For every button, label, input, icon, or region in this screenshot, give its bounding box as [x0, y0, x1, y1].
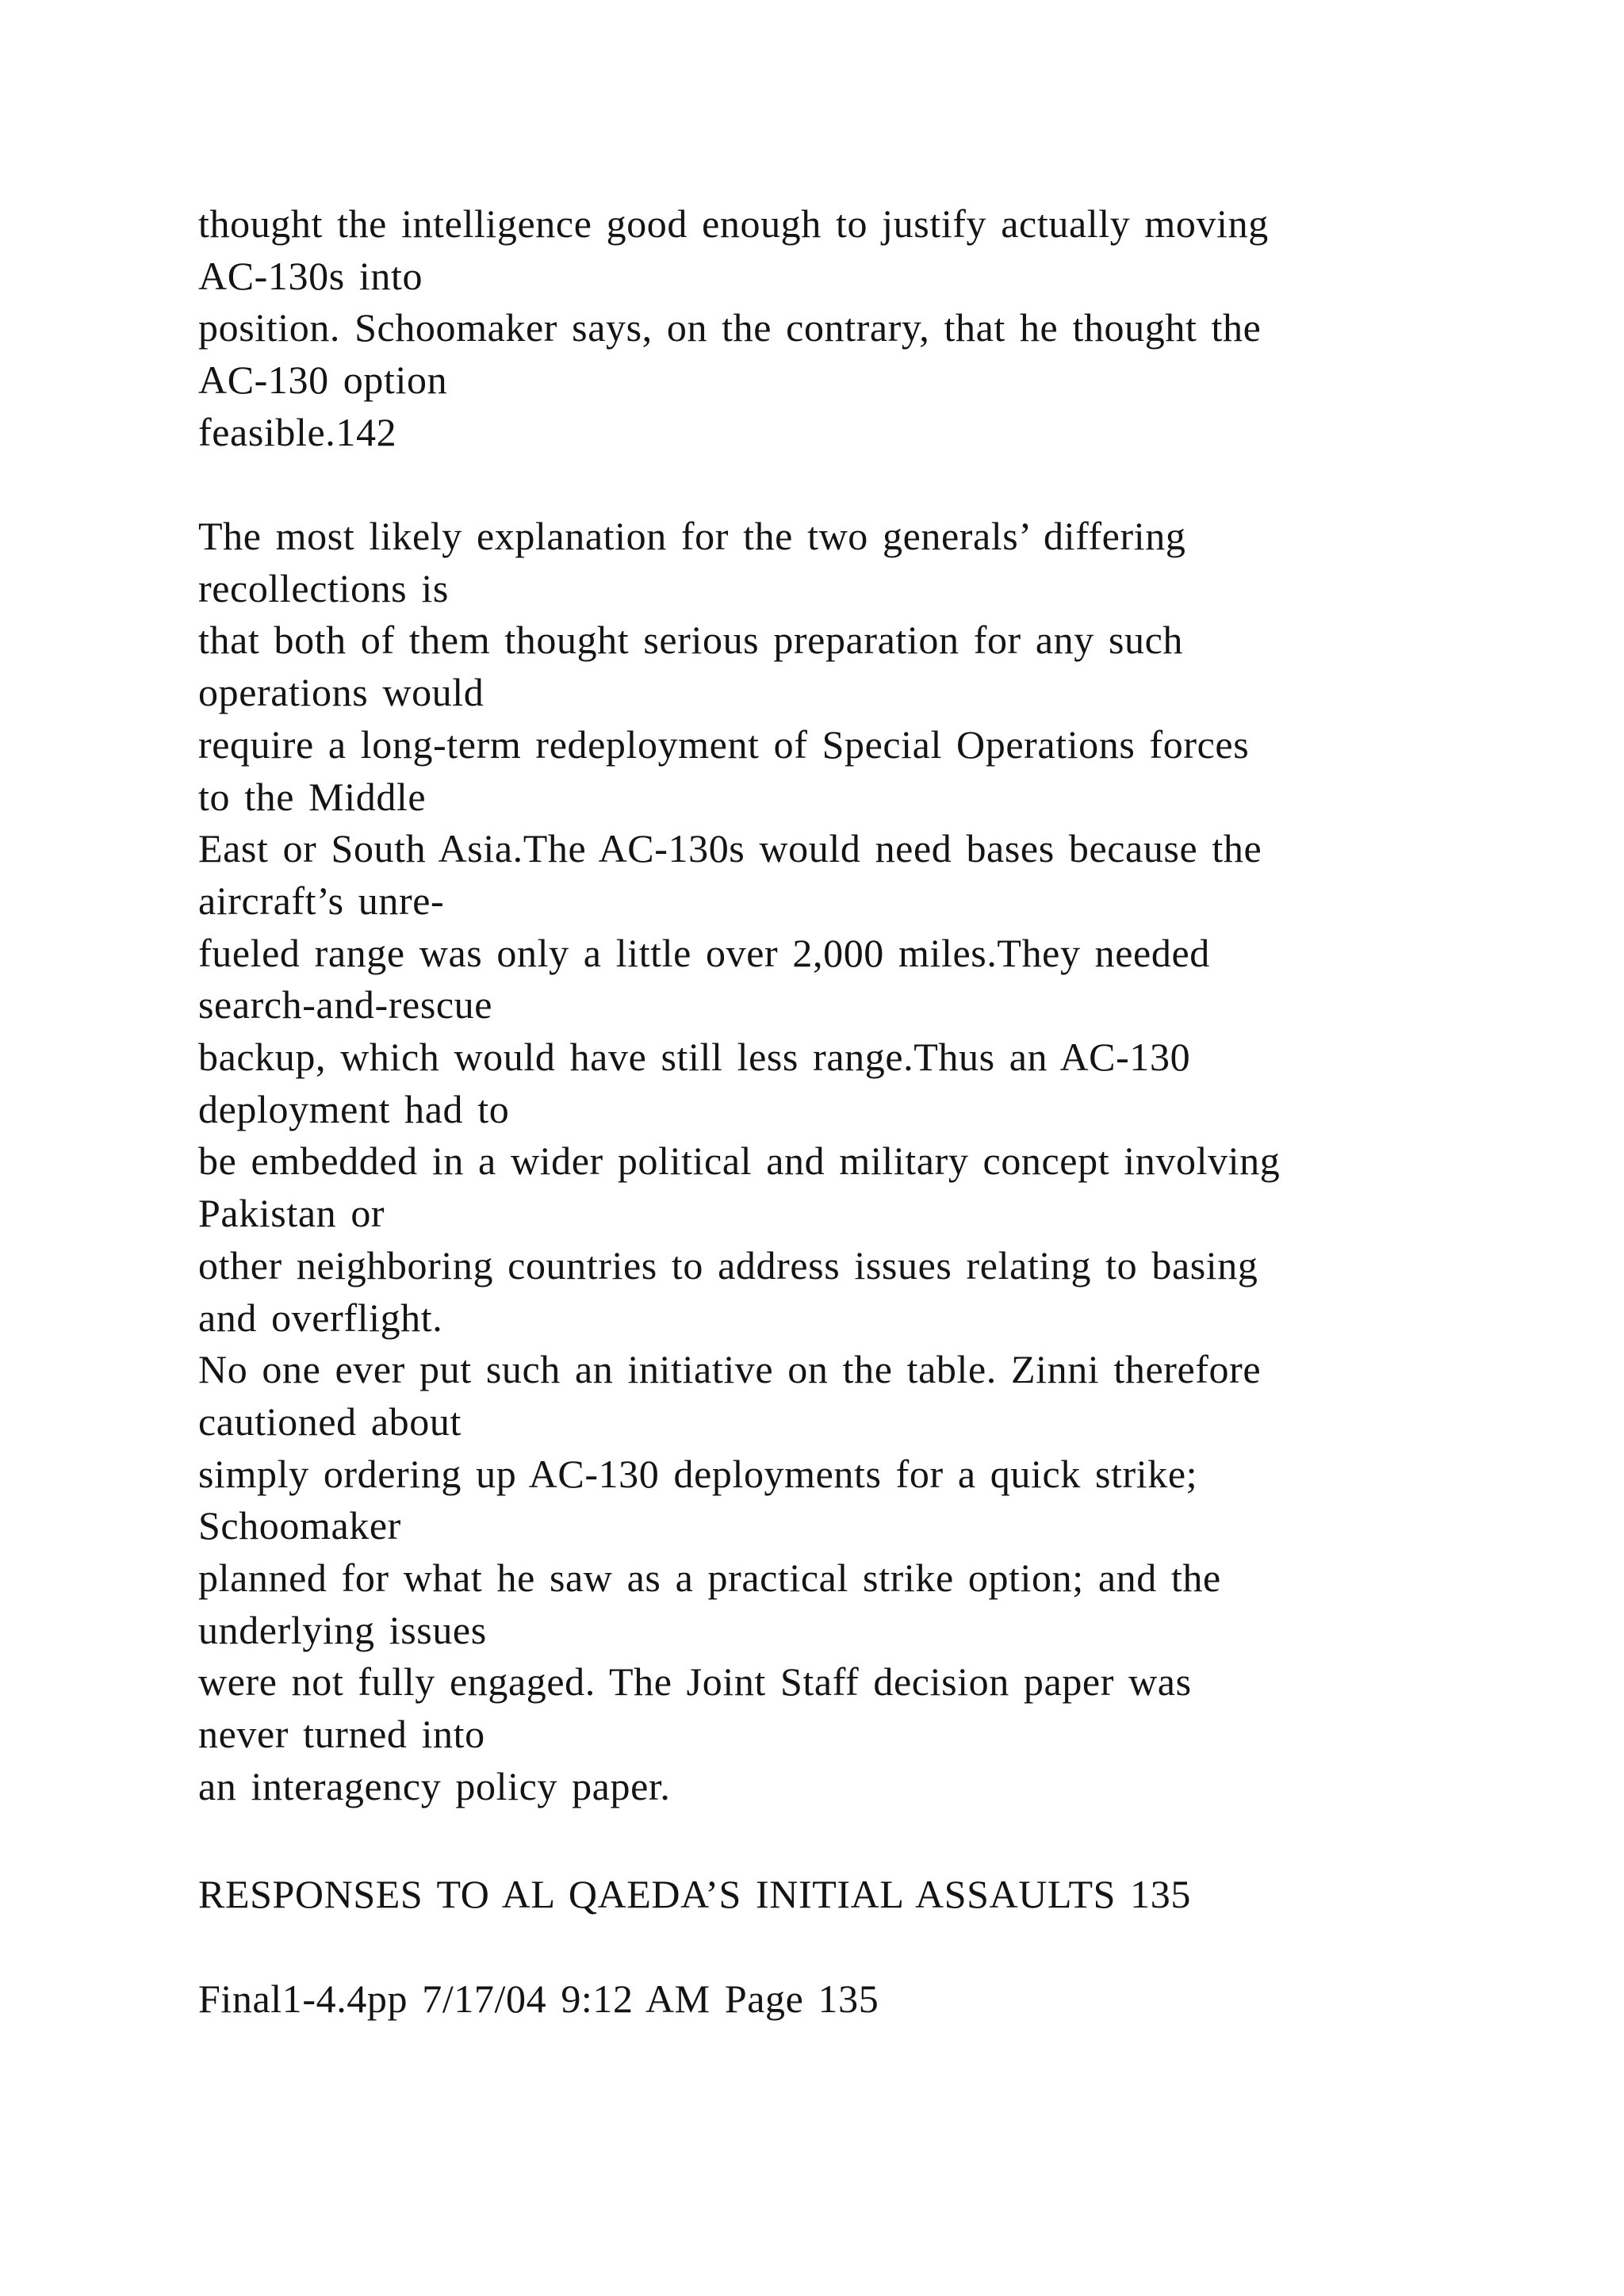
text-line: be embedded in a wider political and military concept involving: [198, 1138, 1281, 1184]
text-line: planned for what he saw as a practical strike option; and the: [198, 1556, 1221, 1601]
text-line: deployment had to: [198, 1086, 510, 1131]
text-line: other neighboring countries to address issues relating to basing: [198, 1242, 1258, 1288]
paragraph-1: [198, 198, 1507, 459]
text-line: aircraft’s unre-: [198, 878, 445, 923]
text-line: Schoomaker: [198, 1503, 401, 1548]
text-line: that both of them thought serious preparation for any such: [198, 618, 1184, 663]
text-line: AC-130 option: [198, 358, 448, 403]
text-line: cautioned about: [198, 1399, 462, 1444]
text-line: AC-130s into: [198, 253, 423, 298]
text-line: were not fully engaged. The Joint Staff decision paper was: [198, 1659, 1192, 1705]
text-line: require a long-term redeployment of Special Operations forces: [198, 721, 1250, 767]
paragraph-2: [198, 511, 1507, 1813]
text-line: never turned into: [198, 1712, 485, 1757]
text-line: to the Middle: [198, 774, 427, 819]
text-line: No one ever put such an initiative on the table. Zinni therefore: [198, 1347, 1262, 1392]
text-line: underlying issues: [198, 1607, 487, 1652]
text-line: Pakistan or: [198, 1191, 385, 1236]
text-line: an interagency policy paper.: [198, 1763, 671, 1808]
text-line: East or South Asia.The AC-130s would need bases because the: [198, 826, 1262, 871]
slug-text: Final1-4.4pp 7/17/04 9:12 AM Page 135: [198, 1976, 879, 2021]
text-line: simply ordering up AC-130 deployments for a quick strike;: [198, 1451, 1198, 1496]
printer-slug: [198, 1973, 1507, 2026]
text-line: operations would: [198, 670, 485, 715]
running-head-text: RESPONSES TO AL QAEDA’S INITIAL ASSAULTS 135: [198, 1872, 1191, 1916]
text-line: search-and-rescue: [198, 982, 493, 1027]
text-line: and overflight.: [198, 1295, 443, 1340]
text-line: thought the intelligence good enough to justify actually moving: [198, 201, 1269, 246]
running-head: [198, 1869, 1507, 1921]
text-line: recollections is: [198, 565, 449, 610]
text-line: backup, which would have still less range.Thus an AC-130: [198, 1035, 1191, 1080]
text-line: feasible.142: [198, 409, 397, 454]
text-line: position. Schoomaker says, on the contrary, that he thought the: [198, 305, 1262, 350]
text-line: The most likely explanation for the two generals’ differing: [198, 514, 1186, 558]
text-line: fueled range was only a little over 2,000 miles.They needed: [198, 930, 1210, 975]
